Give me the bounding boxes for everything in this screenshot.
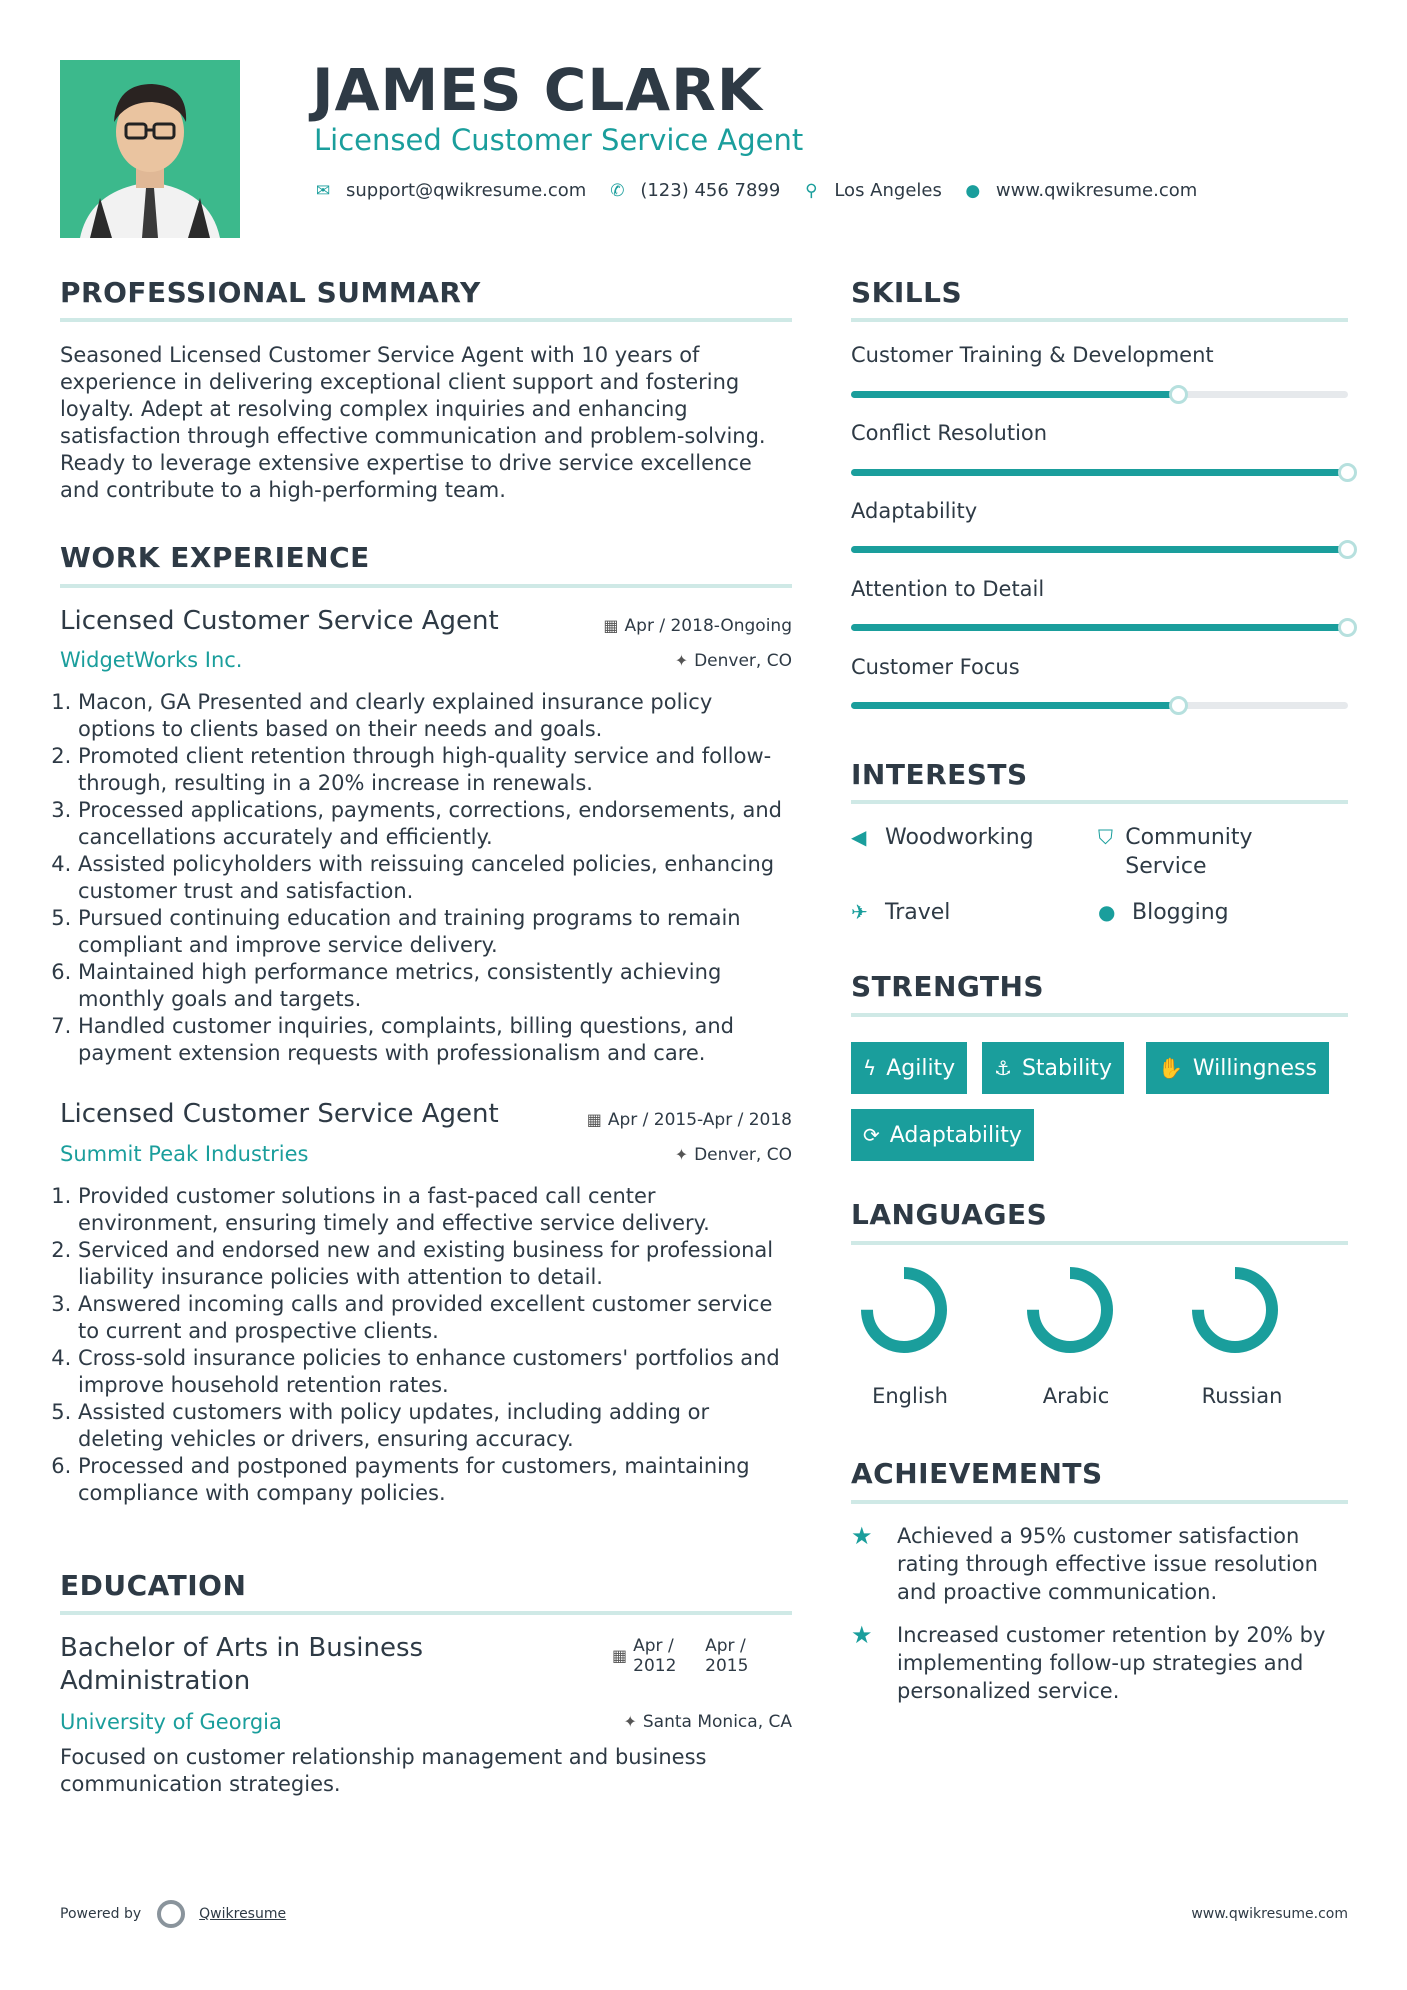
education-description: Focused on customer relationship management and business communication strategies.: [60, 1745, 707, 1796]
skill-bar: [851, 702, 1348, 709]
job-bullet: 5. Pursued continuing education and training programs to remain compliant and improve service delivery.: [78, 905, 792, 959]
job-location: ✦ Denver, CO: [674, 651, 792, 671]
skill-bar-knob: [1338, 463, 1357, 482]
job-location: ✦ Denver, CO: [674, 1145, 792, 1165]
interest-item: ⛉ Community Service: [1098, 825, 1253, 879]
globe-icon: ●: [965, 180, 981, 201]
contact-email[interactable]: support@qwikresume.com: [346, 180, 587, 201]
bullhorn-icon: ◀: [851, 825, 867, 849]
experience-heading: WORK EXPERIENCE: [60, 541, 370, 574]
job-title: Licensed Customer Service Agent: [60, 1099, 499, 1129]
job-dates: ▦ Apr / 2015-Apr / 2018: [586, 1110, 792, 1130]
job-bullet: 7. Handled customer inquiries, complaints, billing questions, and payment extension requests with professionalism and care.: [78, 1013, 792, 1067]
anchor-icon: ⚓: [994, 1056, 1012, 1080]
skill-bar-fill: [851, 546, 1348, 553]
interests-divider: [851, 800, 1348, 804]
job-title: Licensed Customer Service Agent: [60, 606, 499, 636]
profile-photo: [60, 60, 240, 238]
strengths-heading: STRENGTHS: [851, 970, 1045, 1003]
plane-icon: ✈: [851, 900, 868, 924]
achievements-heading: ACHIEVEMENTS: [851, 1457, 1103, 1490]
job-bullet: 5. Assisted customers with policy updates, including adding or deleting vehicles or drivers, ensuring accuracy.: [78, 1399, 792, 1453]
star-icon: ★: [851, 1621, 873, 1649]
strength-tag: ⟳ Adaptability: [851, 1109, 1034, 1161]
language-ring: [1025, 1265, 1115, 1355]
skill-bar-knob: [1338, 540, 1357, 559]
job-bullet: 2. Serviced and endorsed new and existing business for professional liability insurance policies with attention to detail.: [78, 1237, 792, 1291]
interest-item: ● Blogging: [1098, 900, 1229, 925]
skill-label: Customer Training & Development: [851, 343, 1214, 367]
languages-divider: [851, 1241, 1348, 1245]
education-location: ✦ Santa Monica, CA: [623, 1712, 792, 1732]
summary-heading: PROFESSIONAL SUMMARY: [60, 276, 481, 309]
contact-location: Los Angeles: [834, 180, 942, 201]
education-start: Apr / 2012: [633, 1636, 677, 1676]
skills-divider: [851, 318, 1348, 322]
skill-bar: [851, 624, 1348, 631]
strengths-divider: [851, 1013, 1348, 1017]
skill-bar-knob: [1169, 696, 1188, 715]
footer-powered-by: Powered by Qwikresume: [60, 1900, 286, 1928]
skill-bar-fill: [851, 469, 1348, 476]
skill-label: Customer Focus: [851, 655, 1020, 679]
language-label: Arabic: [1042, 1384, 1110, 1408]
job-bullet: 6. Processed and postponed payments for customers, maintaining compliance with company policies.: [78, 1453, 792, 1507]
interest-item: ◀ Woodworking: [851, 825, 1034, 850]
calendar-icon: ▦: [612, 1646, 628, 1665]
footer-website[interactable]: www.qwikresume.com: [1191, 1906, 1348, 1922]
achievement-item: ★ Achieved a 95% customer satisfaction rating through effective issue resolution and proactive communication.: [851, 1522, 1318, 1604]
job-bullet: 6. Maintained high performance metrics, consistently achieving monthly goals and targets.: [78, 959, 792, 1013]
candidate-name: JAMES CLARK: [312, 56, 763, 124]
skill-label: Adaptability: [851, 499, 978, 523]
job-bullets: [60, 1183, 792, 1507]
job-bullet: 3. Answered incoming calls and provided excellent customer service to current and prospective clients.: [78, 1291, 792, 1345]
job-company: WidgetWorks Inc.: [60, 648, 243, 672]
pin-icon: ✦: [623, 1712, 637, 1731]
pin-icon: ✦: [674, 651, 689, 670]
job-bullet: 4. Assisted policyholders with reissuing canceled policies, enhancing customer trust and satisfaction.: [78, 851, 792, 905]
education-divider: [60, 1611, 792, 1615]
job-company: Summit Peak Industries: [60, 1142, 309, 1166]
job-bullets: [60, 689, 792, 1067]
contact-website[interactable]: www.qwikresume.com: [995, 180, 1198, 201]
skill-bar: [851, 469, 1348, 476]
map-marker-icon: ⚲: [805, 180, 818, 201]
skill-bar-knob: [1169, 385, 1188, 404]
job-bullet: 3. Processed applications, payments, corrections, endorsements, and cancellations accurately and efficiently.: [78, 797, 792, 851]
shield-icon: ⛉: [1098, 825, 1113, 849]
qwikresume-logo-icon: [157, 1900, 185, 1928]
skill-bar: [851, 391, 1348, 398]
candidate-role: Licensed Customer Service Agent: [314, 123, 804, 157]
skills-heading: SKILLS: [851, 276, 963, 309]
interest-item: ✈ Travel: [851, 900, 951, 925]
envelope-icon: ✉: [315, 180, 331, 201]
education-dates: [612, 1636, 777, 1676]
strength-tag: ✋ Willingness: [1146, 1042, 1329, 1094]
users-icon: ●: [1098, 900, 1116, 924]
achievement-item: ★ Increased customer retention by 20% by implementing follow-up strategies and personalized service.: [851, 1621, 1326, 1703]
strength-tag: ϟ Agility: [851, 1042, 967, 1094]
job-dates: ▦ Apr / 2018-Ongoing: [603, 616, 792, 636]
thumbs-up-icon: ✋: [1158, 1056, 1183, 1080]
interests-heading: INTERESTS: [851, 758, 1028, 791]
achievements-divider: [851, 1500, 1348, 1504]
language-label: Russian: [1201, 1384, 1283, 1408]
school-name: University of Georgia: [60, 1710, 282, 1734]
phone-icon: ✆: [610, 180, 625, 201]
language-label: English: [872, 1384, 948, 1408]
skill-bar-knob: [1338, 618, 1357, 637]
job-bullet: 2. Promoted client retention through high-quality service and follow-through, resulting in a 20% increase in renewals.: [78, 743, 792, 797]
skill-bar-fill: [851, 391, 1179, 398]
contact-phone[interactable]: (123) 456 7899: [640, 180, 781, 201]
languages-heading: LANGUAGES: [851, 1198, 1048, 1231]
contact-bar: [314, 180, 1219, 201]
calendar-icon: ▦: [603, 616, 619, 635]
skill-bar-fill: [851, 624, 1348, 631]
skill-label: Conflict Resolution: [851, 421, 1048, 445]
experience-divider: [60, 584, 792, 588]
education-end: Apr / 2015: [705, 1636, 749, 1676]
degree-title: Bachelor of Arts in Business Administration: [60, 1633, 424, 1696]
refresh-icon: ⟳: [863, 1123, 880, 1147]
pin-icon: ✦: [674, 1145, 689, 1164]
calendar-icon: ▦: [586, 1110, 602, 1129]
skill-label: Attention to Detail: [851, 577, 1045, 601]
strength-tag: ⚓ Stability: [982, 1042, 1124, 1094]
job-bullet: 1. Macon, GA Presented and clearly explained insurance policy options to clients based on their needs and goals.: [78, 689, 792, 743]
star-icon: ★: [851, 1522, 873, 1550]
job-bullet: 4. Cross-sold insurance policies to enhance customers' portfolios and improve household retention rates.: [78, 1345, 792, 1399]
summary-text: Seasoned Licensed Customer Service Agent with 10 years of experience in delivering exceptional client support and fostering loyalty. Adept at resolving complex inquiries and enhancing satisfaction through effective communication and problem-solving. Ready to leverage extensive expertise to drive service excellence and contribute to a high-performing team.: [60, 343, 766, 502]
job-bullet: 1. Provided customer solutions in a fast-paced call center environment, ensuring timely and effective service delivery.: [78, 1183, 792, 1237]
footer-brand-link[interactable]: Qwikresume: [199, 1906, 287, 1922]
bolt-icon: ϟ: [863, 1056, 877, 1080]
education-heading: EDUCATION: [60, 1569, 247, 1602]
skill-bar-fill: [851, 702, 1179, 709]
language-ring: [859, 1265, 949, 1355]
skill-bar: [851, 546, 1348, 553]
summary-divider: [60, 318, 792, 322]
language-ring: [1190, 1265, 1280, 1355]
